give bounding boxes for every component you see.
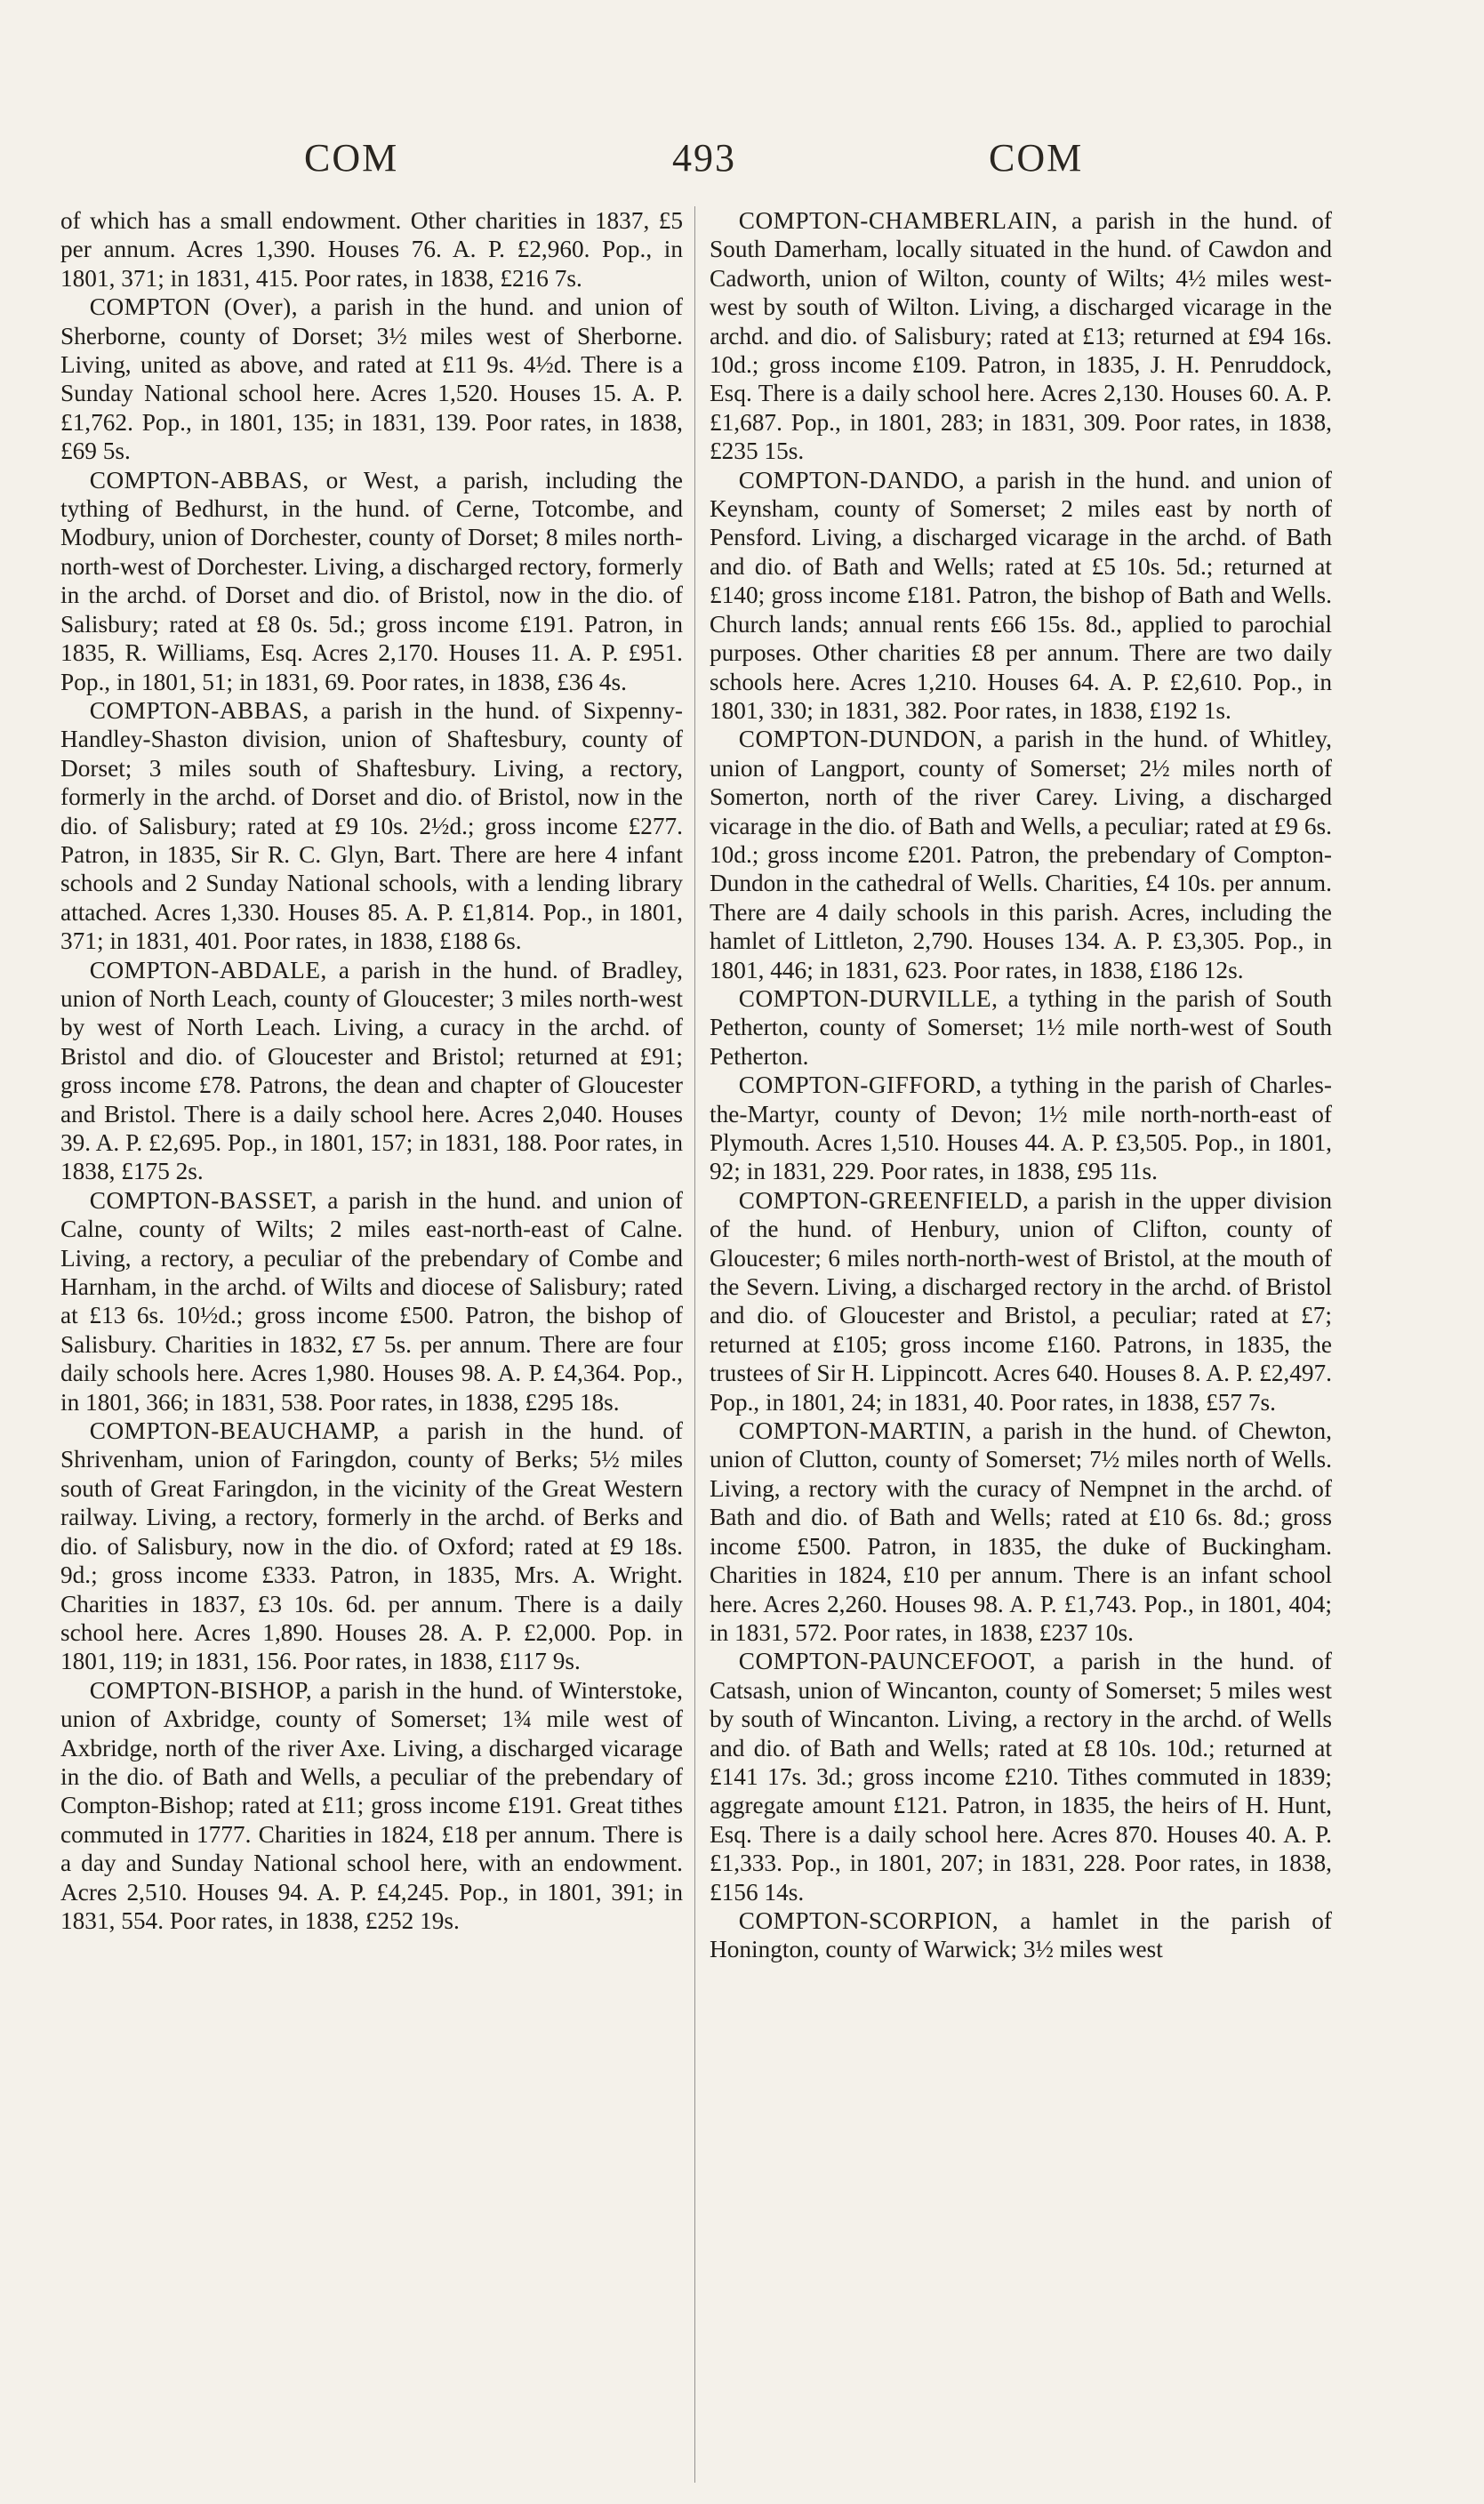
entry-heading: COMPTON-DUNDON,	[738, 726, 983, 753]
entry-heading: COMPTON-DURVILLE,	[738, 984, 999, 1012]
entry-heading: COMPTON-SCORPION,	[738, 1906, 999, 1934]
gazetteer-entry	[60, 696, 683, 956]
gazetteer-entry	[710, 1417, 1332, 1647]
gazetteer-entry	[60, 956, 683, 1186]
entry-heading: COMPTON (Over),	[89, 293, 299, 321]
entry-heading: COMPTON-GIFFORD,	[738, 1071, 983, 1099]
gazetteer-entry	[710, 1647, 1332, 1906]
entry-heading: COMPTON-ABBAS,	[89, 696, 309, 724]
gazetteer-entry	[60, 206, 683, 293]
entry-text: a parish in the hund. and union of Keynsham, county of Somerset; 2 miles east by north of Pensford. Living, a discharged vicarage in the archd. of Bath and dio. of Bath and Wells; rated at £5 10s. 5d.; returned at £140; gross income £181. Patron, the bishop of Bath and Wells. Church lands; annual rents £66 15s. 8d., applied to parochial purposes. Other charities £8 per annum. There are two daily schools here. Acres 1,210. Houses 64. A. P. £2,610. Pop., in 1801, 330; in 1831, 382. Poor rates, in 1838, £192 1s.	[710, 466, 1332, 724]
entry-text: a parish, including the tything of Bedhurst, in the hund. of Cerne, Totcombe, and Modbury, union of Dorchester, county of Dorset; 8 miles north-north-west of Dorchester. Living, a discharged rectory, formerly in the archd. of Dorset and dio. of Bristol, now in the dio. of Salisbury; rated at £8 0s. 5d.; gross income £191. Patron, in 1835, R. Williams, Esq. Acres 2,170. Houses 11. A. P. £951. Pop., in 1801, 51; in 1831, 69. Poor rates, in 1838, £36 4s.	[60, 466, 683, 695]
entry-heading: COMPTON-MARTIN,	[738, 1417, 973, 1445]
left-column	[60, 206, 683, 2483]
entry-text: a tything in the parish of Charles-the-Martyr, county of Devon; 1½ mile north-north-east of Plymouth. Acres 1,510. Houses 44. A. P. £3,505. Pop., in 1801, 92; in 1831, 229. Poor rates, in 1838, £95 11s.	[710, 1071, 1332, 1185]
entry-text: a parish in the hund. of Chewton, union of Clutton, county of Somerset; 7½ miles north of Wells. Living, a rectory with the curacy of Nempnet in the archd. of Bath and dio. of Bath and Wells; rated at £10 6s. 8d.; gross income £500. Patron, in 1835, the duke of Buckingham. Charities in 1824, £10 per annum. There is an infant school here. Acres 2,260. Houses 98. A. P. £1,743. Pop., in 1801, 404; in 1831, 572. Poor rates, in 1838, £237 10s.	[710, 1417, 1332, 1646]
gazetteer-entry	[60, 1186, 683, 1417]
entry-heading: COMPTON-BASSET,	[89, 1186, 317, 1214]
gazetteer-entry	[710, 466, 1332, 726]
gazetteer-entry	[710, 725, 1332, 984]
gazetteer-entry	[60, 1676, 683, 1936]
entry-text: a tything in the parish of South Petherton, county of Somerset; 1½ mile north-west of South Petherton.	[710, 984, 1332, 1070]
header-right: COM	[989, 136, 1084, 180]
entry-text: a parish in the hund. of Sixpenny-Handley-Shaston division, union of Shaftesbury, county of Dorset; 3 miles south of Shaftesbury. Living, a rectory, formerly in the archd. of Dorset and dio. of Bristol, now in the dio. of Salisbury; rated at £9 10s. 2½d.; gross income £277. Patron, in 1835, Sir R. C. Glyn, Bart. There are here 4 infant schools and 2 Sunday National schools, with a lending library attached. Acres 1,330. Houses 85. A. P. £1,814. Pop., in 1801, 371; in 1831, 401. Poor rates, in 1838, £188 6s.	[60, 696, 683, 955]
gazetteer-entry	[60, 466, 683, 696]
entry-text: a parish in the hund. of Shrivenham, union of Faringdon, county of Berks; 5½ miles south of Great Faringdon, in the vicinity of the Great Western railway. Living, a rectory, formerly in the archd. of Berks and dio. of Salisbury, now in the dio. of Oxford; rated at £9 18s. 9d.; gross income £333. Patron, in 1835, Mrs. A. Wright. Charities in 1837, £3 10s. 6d. per annum. There is a daily school here. Acres 1,890. Houses 28. A. P. £2,000. Pop. in 1801, 119; in 1831, 156. Poor rates, in 1838, £117 9s.	[60, 1417, 683, 1675]
entry-text: a parish in the hund. of Winterstoke, union of Axbridge, county of Somerset; 1¾ mile west of Axbridge, north of the river Axe. Living, a discharged vicarage in the dio. of Bath and Wells, a peculiar of the prebendary of Compton-Bishop; rated at £11; gross income £191. Great tithes commuted in 1777. Charities in 1824, £18 per annum. There is a day and Sunday National school here, with an endowment. Acres 2,510. Houses 94. A. P. £4,245. Pop., in 1801, 391; in 1831, 554. Poor rates, in 1838, £252 19s.	[60, 1676, 683, 1934]
entry-heading: COMPTON-BEAUCHAMP,	[89, 1417, 381, 1445]
right-column	[710, 206, 1332, 2483]
entry-heading: COMPTON-CHAMBERLAIN,	[738, 207, 1058, 234]
entry-heading: COMPTON-BISHOP,	[89, 1676, 313, 1704]
gazetteer-entry	[710, 1071, 1332, 1186]
gazetteer-entry	[710, 984, 1332, 1071]
entry-heading: COMPTON-DANDO,	[738, 466, 966, 494]
entry-text: a hamlet in the parish of Honington, county of Warwick; 3½ miles west	[710, 1906, 1332, 1963]
gazetteer-entry	[710, 1186, 1332, 1417]
entry-text: a parish in the hund. of Bradley, union of North Leach, county of Gloucester; 3 miles north-west by west of North Leach. Living, a curacy in the archd. of Bristol and dio. of Gloucester and Bristol; returned at £91; gross income £78. Patrons, the dean and chapter of Gloucester and Bristol. There is a daily school here. Acres 2,040. Houses 39. A. P. £2,695. Pop., in 1801, 157; in 1831, 188. Poor rates, in 1838, £175 2s.	[60, 956, 683, 1185]
entry-heading: COMPTON-ABBAS, or West,	[89, 466, 421, 494]
entry-text: a parish in the hund. of Whitley, union of Langport, county of Somerset; 2½ miles north of Somerton, north of the river Carey. Living, a discharged vicarage in the dio. of Bath and Wells, a peculiar; rated at £9 6s. 10d.; gross income £201. Patron, the prebendary of Compton-Dundon in the cathedral of Wells. Charities, £4 10s. per annum. There are 4 daily schools in this parish. Acres, including the hamlet of Littleton, 2,790. Houses 134. A. P. £3,305. Pop., in 1801, 446; in 1831, 623. Poor rates, in 1838, £186 12s.	[710, 726, 1332, 983]
gazetteer-entry	[710, 1906, 1332, 1964]
page-number: 493	[672, 136, 736, 180]
entry-heading: COMPTON-GREENFIELD,	[738, 1186, 1030, 1214]
entry-text: a parish in the upper division of the hund. of Henbury, union of Clifton, county of Gloucester; 6 miles north-north-west of Bristol, at the mouth of the Severn. Living, a discharged rectory in the archd. of Bristol and dio. of Gloucester and Bristol, a peculiar; rated at £7; returned at £105; gross income £160. Patrons, in 1835, the trustees of Sir H. Lippincott. Acres 640. Houses 8. A. P. £2,497. Pop., in 1801, 24; in 1831, 40. Poor rates, in 1838, £57 7s.	[710, 1186, 1332, 1416]
entry-text: a parish in the hund. and union of Calne, county of Wilts; 2 miles east-north-east of Calne. Living, a rectory, a peculiar of the prebendary of Combe and Harnham, in the archd. of Wilts and diocese of Salisbury; rated at £13 6s. 10½d.; gross income £500. Patron, the bishop of Salisbury. Charities in 1832, £7 5s. per annum. There are four daily schools here. Acres 1,980. Houses 98. A. P. £4,364. Pop., in 1801, 366; in 1831, 538. Poor rates, in 1838, £295 18s.	[60, 1186, 683, 1416]
entry-text: a parish in the hund. and union of Sherborne, county of Dorset; 3½ miles west of Sherborne. Living, united as above, and rated at £11 9s. 4½d. There is a Sunday National school here. Acres 1,520. Houses 15. A. P. £1,762. Pop., in 1801, 135; in 1831, 139. Poor rates, in 1838, £69 5s.	[60, 293, 683, 465]
gazetteer-entry	[60, 1417, 683, 1676]
gazetteer-entry	[60, 293, 683, 465]
header-left: COM	[304, 136, 399, 180]
running-header	[0, 132, 1484, 185]
entry-text: a parish in the hund. of Catsash, union of Wincanton, county of Somerset; 5 miles west by south of Wincanton. Living, a rectory in the archd. of Wells and dio. of Bath and Wells; rated at £8 10s. 10d.; returned at £141 17s. 3d.; gross income £210. Tithes commuted in 1839; aggregate amount £121. Patron, in 1835, the heirs of H. Hunt, Esq. There is a daily school here. Acres 870. Houses 40. A. P. £1,333. Pop., in 1801, 207; in 1831, 228. Poor rates, in 1838, £156 14s.	[710, 1648, 1332, 1906]
entry-heading: COMPTON-ABDALE,	[89, 956, 327, 983]
column-divider	[694, 206, 695, 2483]
entry-heading: COMPTON-PAUNCEFOOT,	[738, 1648, 1037, 1675]
entry-text: of which has a small endowment. Other charities in 1837, £5 per annum. Acres 1,390. Houses 76. A. P. £2,960. Pop., in 1801, 371; in 1831, 415. Poor rates, in 1838, £216 7s.	[60, 207, 683, 292]
entry-text: a parish in the hund. of South Damerham, locally situated in the hund. of Cawdon and Cadworth, union of Wilton, county of Wilts; 4½ miles west-west by south of Wilton. Living, a discharged vicarage in the archd. and dio. of Salisbury; rated at £13; returned at £94 16s. 10d.; gross income £109. Patron, in 1835, J. H. Penruddock, Esq. There is a daily school here. Acres 2,130. Houses 60. A. P. £1,687. Pop., in 1801, 283; in 1831, 309. Poor rates, in 1838, £235 15s.	[710, 207, 1332, 465]
gazetteer-entry	[710, 206, 1332, 466]
